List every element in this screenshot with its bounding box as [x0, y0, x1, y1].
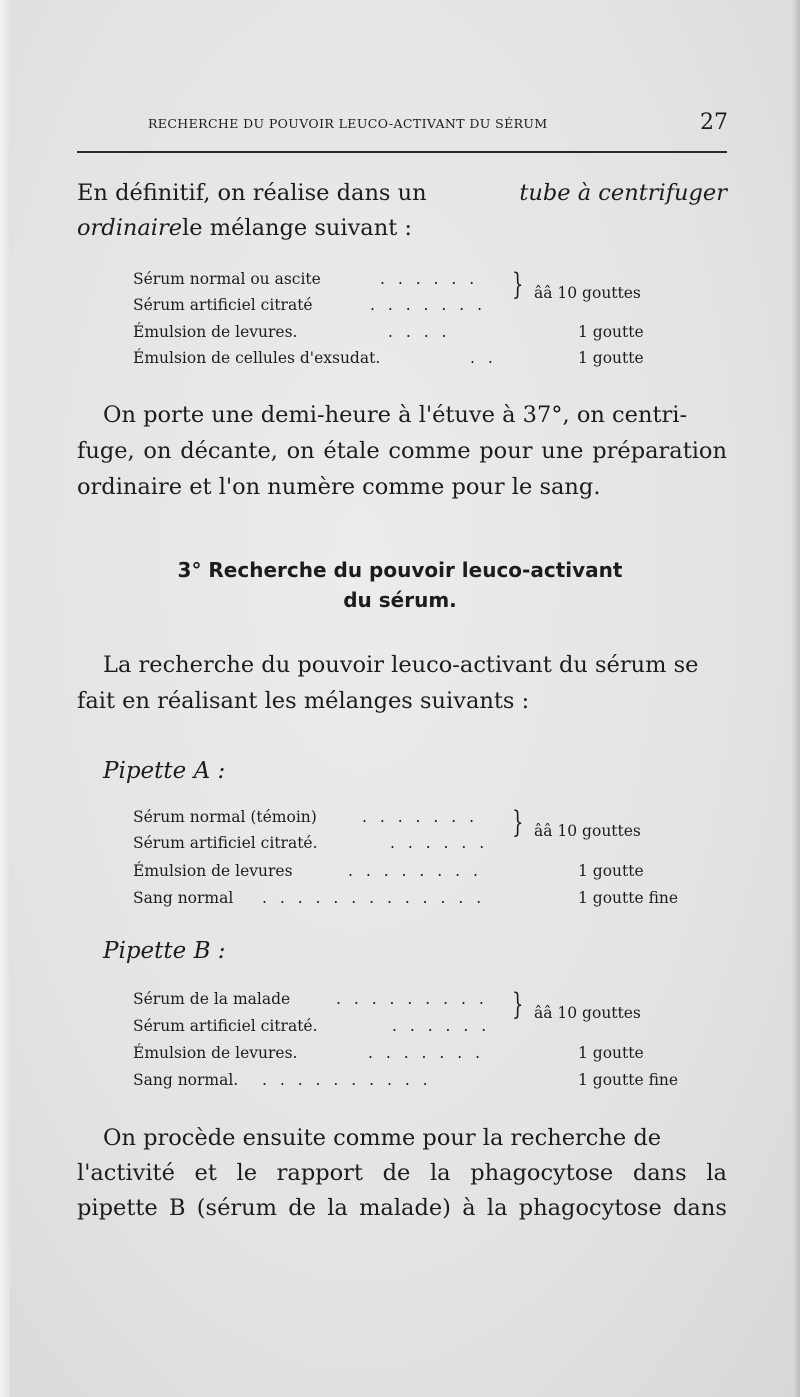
pipette-b-row-3-label: Émulsion de levures. [133, 1044, 298, 1062]
table1-row-2-label: Sérum artificiel citraté [133, 296, 313, 314]
word: préparation [592, 438, 727, 464]
paragraph-1-line-1 [77, 180, 727, 206]
pipette-a-row-4-label: Sang normal [133, 889, 234, 907]
table1-row-3-dots: . . . . [388, 323, 451, 341]
table1-row-3-label: Émulsion de levures. [133, 323, 298, 341]
pipette-b-brace-qty: ââ 10 gouttes [534, 1004, 641, 1022]
word: fuge, [77, 438, 135, 464]
pipette-a-brace: } [512, 805, 524, 840]
pipette-b-row-4-label: Sang normal. [133, 1071, 239, 1089]
page-number: 27 [700, 110, 728, 135]
paragraph-1-line-2-italic: ordinaire [77, 215, 183, 241]
table1-row-4-dots: . . [470, 349, 497, 367]
paragraph-3-line-2: fait en réalisant les mélanges suivants : [77, 688, 530, 714]
paragraph-4-line-3 [77, 1195, 727, 1221]
word: dans [673, 1195, 727, 1221]
page-left-edge [0, 0, 10, 1397]
paragraph-2-line-1-text: On porte une demi-heure à l'étuve à 37°, on centri- [103, 402, 688, 428]
word: l'activité [77, 1160, 175, 1186]
section-heading-line-1: 3° Recherche du pouvoir leuco-activant [177, 558, 623, 582]
table1-row-1-label: Sérum normal ou ascite [133, 270, 321, 288]
word: pour [479, 438, 533, 464]
pipette-a-row-1-label: Sérum normal (témoin) [133, 808, 317, 826]
word: phagocytose [470, 1160, 614, 1186]
page-right-edge [792, 0, 800, 1397]
header-rule [77, 151, 727, 153]
word: phagocytose [518, 1195, 662, 1221]
paragraph-4-line-2 [77, 1160, 727, 1186]
paragraph-2-line-3: ordinaire et l'on numère comme pour le sang. [77, 474, 601, 500]
pipette-a-row-4-qty: 1 goutte fine [578, 889, 679, 907]
word: on [143, 438, 172, 464]
pipette-a-row-2-dots: . . . . . . [390, 834, 489, 852]
pipette-a-row-4-dots: . . . . . . . . . . . . . [262, 889, 486, 907]
word: et [194, 1160, 217, 1186]
pipette-a-row-1-dots: . . . . . . . [362, 808, 479, 826]
word: la [327, 1195, 348, 1221]
paragraph-1-line-2 [77, 215, 412, 241]
pipette-a-row-2-label: Sérum artificiel citraté. [133, 834, 318, 852]
word: de [288, 1195, 316, 1221]
word: étale [323, 438, 380, 464]
word: pipette [77, 1195, 158, 1221]
word: de [382, 1160, 411, 1186]
table1-row-3-qty: 1 goutte [578, 323, 644, 341]
paragraph-2-line-1 [103, 402, 727, 428]
paragraph-2-line-2 [77, 438, 727, 464]
pipette-b-row-1-label: Sérum de la malade [133, 990, 291, 1008]
pipette-a-row-3-qty: 1 goutte [578, 862, 644, 880]
word: B [168, 1195, 186, 1221]
pipette-b-title: Pipette B : [103, 938, 226, 964]
word: la [706, 1160, 727, 1186]
pipette-b-row-2-label: Sérum artificiel citraté. [133, 1017, 318, 1035]
pipette-a-title: Pipette A : [103, 758, 226, 784]
word: le [236, 1160, 258, 1186]
word: la [486, 1195, 508, 1221]
word: décante, [180, 438, 278, 464]
table1-row-2-dots: . . . . . . . [370, 296, 487, 314]
pipette-b-row-4-qty: 1 goutte fine [578, 1071, 679, 1089]
table1-row-4-label: Émulsion de cellules d'exsudat. [133, 349, 381, 367]
running-title: RECHERCHE DU POUVOIR LEUCO-ACTIVANT DU SÉRUM [148, 116, 548, 131]
pipette-b-row-2-dots: . . . . . . [392, 1017, 491, 1035]
pipette-a-row-3-dots: . . . . . . . . [348, 862, 482, 880]
word: à [462, 1195, 476, 1221]
paragraph-1-line-1-italic: tube à centrifuger [519, 180, 727, 206]
word: comme [388, 438, 471, 464]
word: rapport [276, 1160, 363, 1186]
paragraph-4-line-1 [103, 1125, 727, 1151]
paragraph-3-line-1: La recherche du pouvoir leuco-activant du sérum se [103, 652, 699, 678]
word: une [541, 438, 584, 464]
table1-row-1-dots: . . . . . . [380, 270, 479, 288]
word: malade) [359, 1195, 451, 1221]
pipette-b-brace: } [512, 987, 524, 1022]
word: (sérum [196, 1195, 277, 1221]
table1-brace-qty: ââ 10 gouttes [534, 284, 641, 302]
paragraph-4-line-1-text: On procède ensuite comme pour la recherche de [103, 1125, 662, 1151]
pipette-a-row-3-label: Émulsion de levures [133, 862, 293, 880]
pipette-b-row-3-dots: . . . . . . . [368, 1044, 485, 1062]
word: on [286, 438, 315, 464]
pipette-b-row-3-qty: 1 goutte [578, 1044, 644, 1062]
table1-row-4-qty: 1 goutte [578, 349, 644, 367]
pipette-b-row-4-dots: . . . . . . . . . . [262, 1071, 432, 1089]
word: la [429, 1160, 451, 1186]
paragraph-1-line-1-text: En définitif, on réalise dans un [77, 180, 427, 206]
pipette-a-brace-qty: ââ 10 gouttes [534, 822, 641, 840]
table1-brace: } [512, 267, 524, 302]
word: dans [632, 1160, 687, 1186]
pipette-b-row-1-dots: . . . . . . . . . [336, 990, 488, 1008]
section-heading-line-2: du sérum. [343, 588, 457, 612]
paragraph-1-line-2-text: le mélange suivant : [182, 215, 412, 241]
